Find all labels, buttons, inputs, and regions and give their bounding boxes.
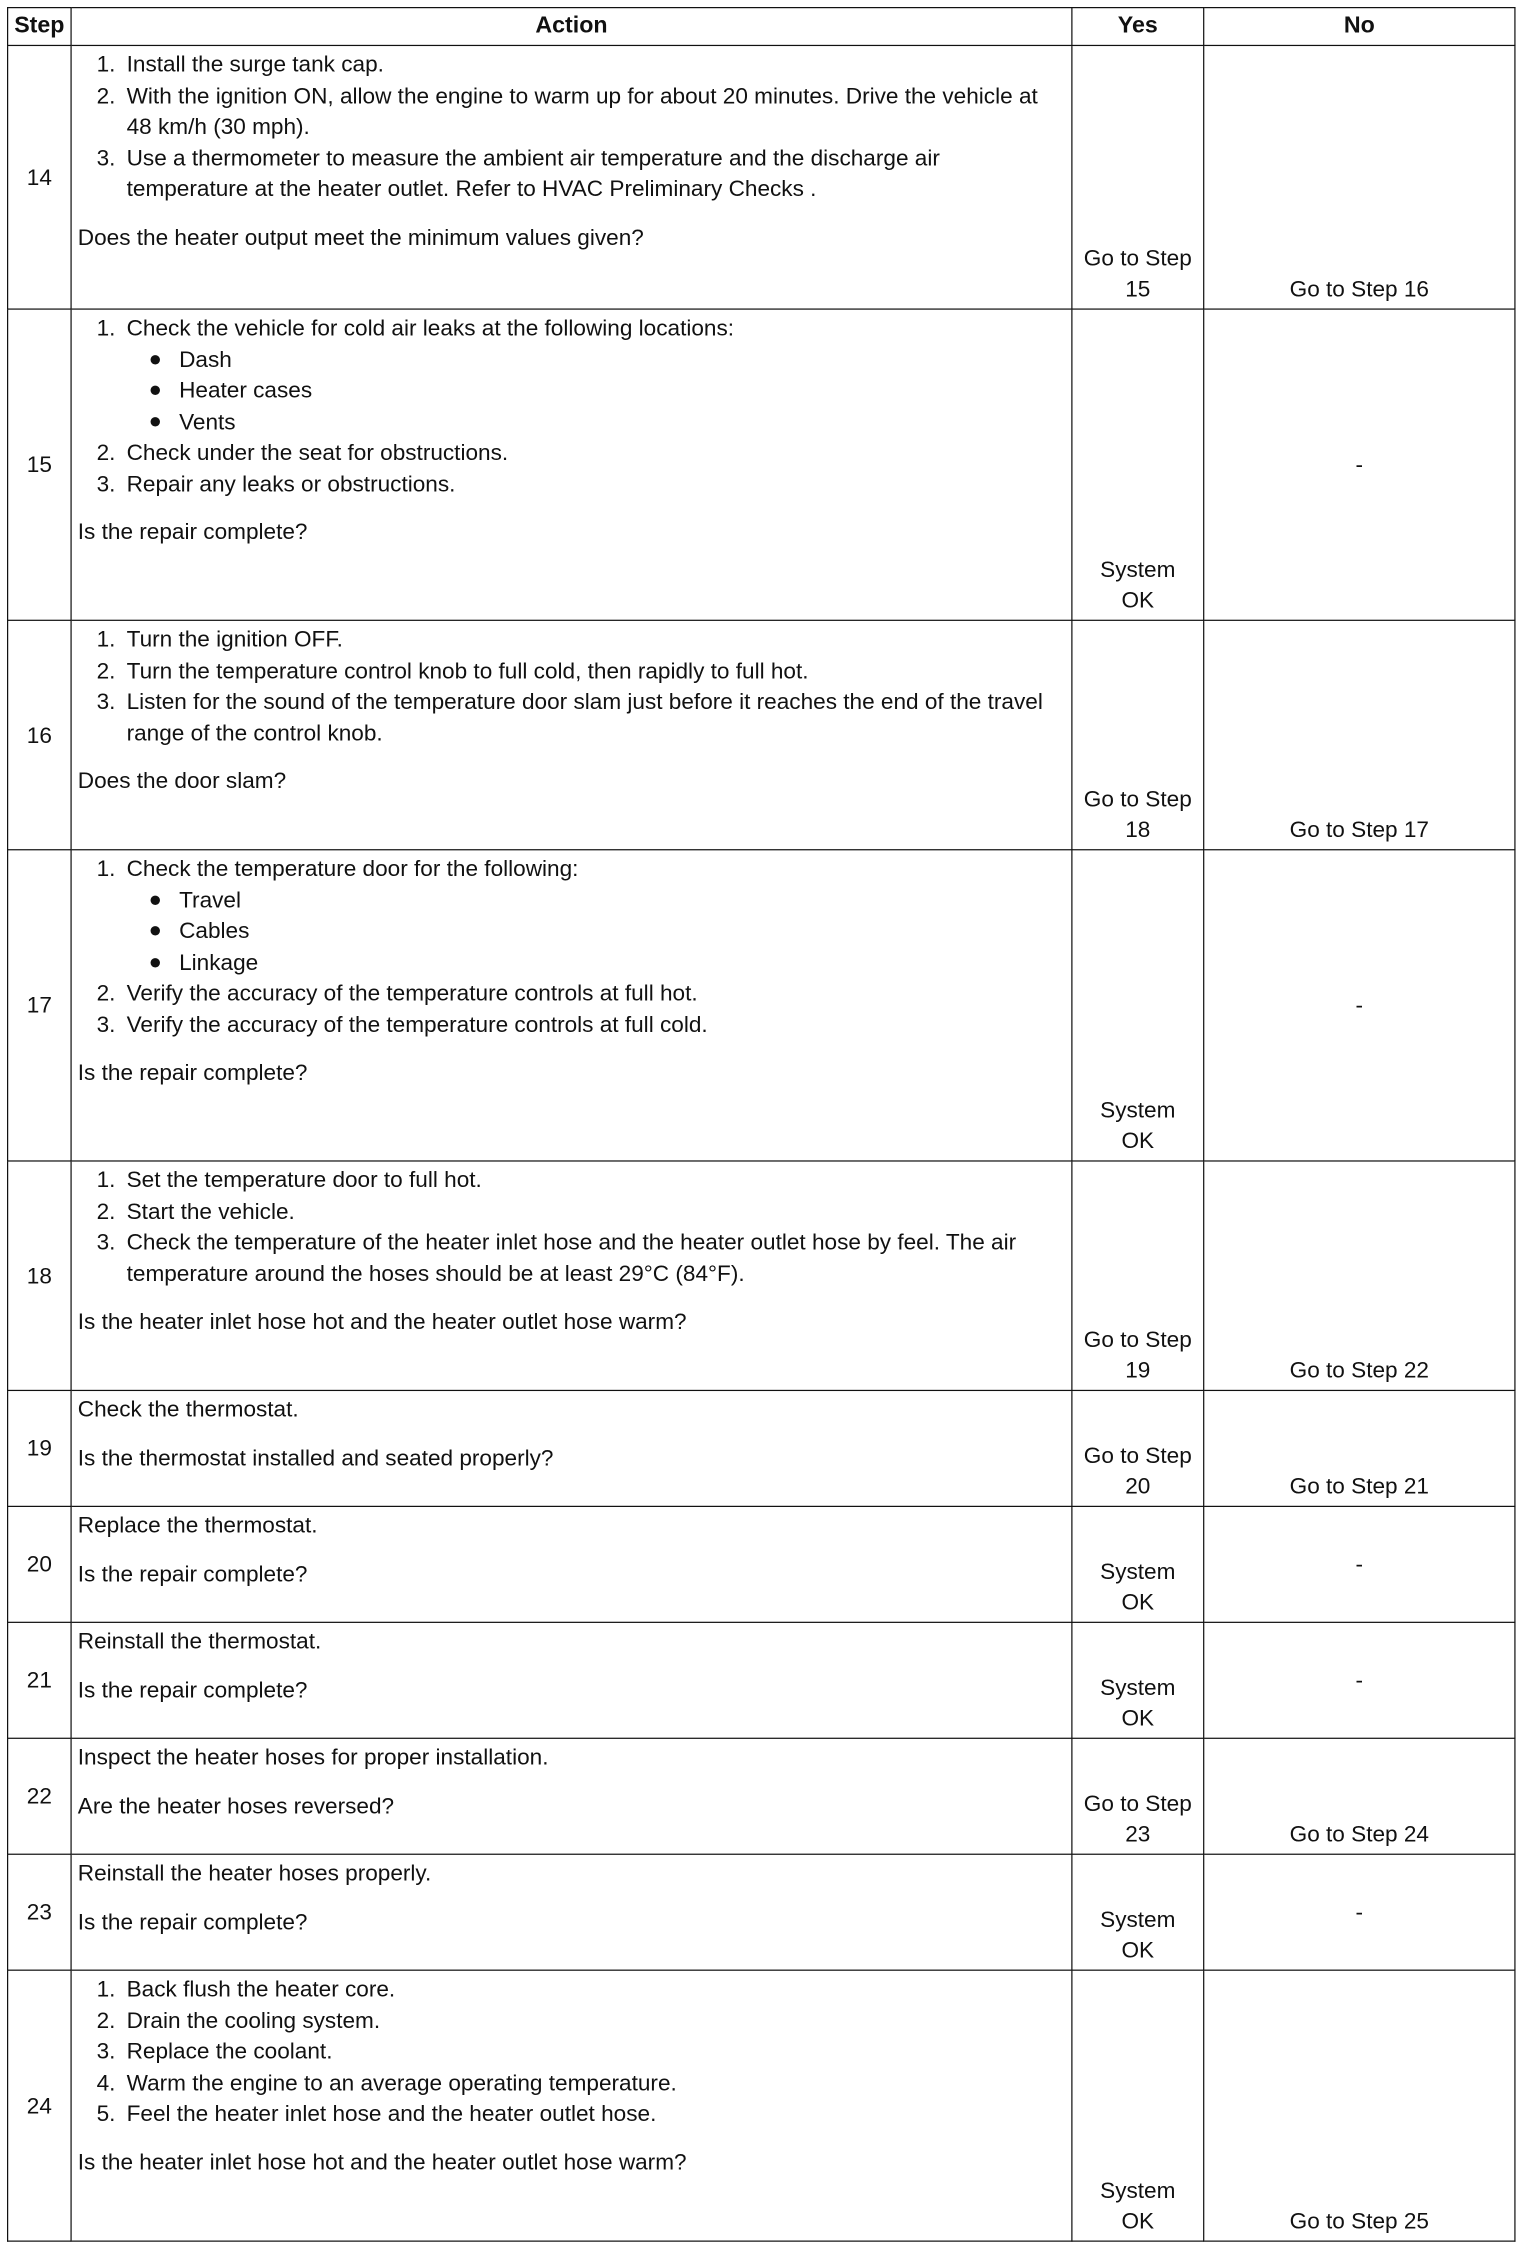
action-step bbox=[122, 312, 1064, 437]
header-step: Step bbox=[8, 8, 71, 46]
yes-result-line: OK bbox=[1121, 1589, 1155, 1615]
action-step-text: With the ignition ON, allow the engine to warm up for about 20 minutes. Drive the vehicle at 48 km/h (30 mph). bbox=[126, 82, 1038, 139]
action-text: Inspect the heater hoses for proper installation. bbox=[77, 1743, 549, 1770]
step-number: 20 bbox=[8, 1506, 71, 1622]
action-cell bbox=[71, 850, 1072, 1161]
yes-result-line: System bbox=[1100, 2177, 1176, 2203]
step-number: 14 bbox=[8, 45, 71, 309]
table-row bbox=[8, 1622, 1515, 1738]
action-step-text: Verify the accuracy of the temperature controls at full hot. bbox=[126, 979, 698, 1006]
yes-cell bbox=[1072, 1738, 1204, 1854]
action-steps-list bbox=[78, 48, 1064, 204]
action-step-text: Check the temperature of the heater inlet hose and the heater outlet hose by feel. The air temperature around the hoses should be at least 29°C (84°F). bbox=[126, 1228, 1017, 1286]
table-row bbox=[8, 45, 1515, 309]
action-step-text: Check the temperature door for the following: bbox=[126, 855, 579, 881]
action-cell bbox=[71, 1854, 1072, 1970]
action-step bbox=[122, 853, 1064, 978]
action-step-text: Check under the seat for obstructions. bbox=[126, 439, 509, 465]
action-step-text: Verify the accuracy of the temperature controls at full cold. bbox=[126, 1010, 708, 1037]
action-step bbox=[122, 1226, 1064, 1288]
yes-cell bbox=[1072, 620, 1204, 849]
action-step-text: Check the vehicle for cold air leaks at the following locations: bbox=[126, 314, 735, 341]
action-step-text: Turn the ignition OFF. bbox=[126, 625, 343, 652]
action-step bbox=[122, 80, 1064, 142]
no-cell: Go to Step 21 bbox=[1204, 1390, 1515, 1506]
action-step bbox=[122, 1009, 1064, 1040]
action-step bbox=[122, 468, 1064, 499]
action-step-text: Back flush the heater core. bbox=[126, 1975, 396, 2002]
action-step bbox=[122, 623, 1064, 654]
table-row bbox=[8, 850, 1515, 1161]
bullet-item: ● Vents bbox=[179, 406, 1064, 437]
table-row bbox=[8, 1390, 1515, 1506]
action-question: Is the repair complete? bbox=[77, 1907, 308, 1934]
action-cell bbox=[71, 1161, 1072, 1390]
action-steps-list bbox=[78, 1973, 1064, 2129]
yes-cell bbox=[1072, 309, 1204, 620]
action-step bbox=[122, 2036, 1064, 2067]
action-cell bbox=[71, 1390, 1072, 1506]
bullet-item: ● Travel bbox=[179, 884, 1064, 915]
action-step bbox=[122, 2098, 1064, 2129]
no-cell: - bbox=[1204, 1622, 1515, 1738]
action-question: Is the repair complete? bbox=[77, 1059, 308, 1085]
diagnostic-table bbox=[7, 7, 1516, 2242]
action-cell bbox=[71, 1622, 1072, 1738]
action-step bbox=[122, 2004, 1064, 2035]
action-step-text: Listen for the sound of the temperature door slam just before it reaches the end of the travel range of the control knob. bbox=[126, 688, 1043, 745]
action-question: Does the heater output meet the minimum values given? bbox=[77, 223, 644, 250]
no-cell: - bbox=[1204, 1506, 1515, 1622]
action-step-text: Use a thermometer to measure the ambient air temperature and the discharge air temperature at the heater outlet. Refer to HVAC Preliminary Checks . bbox=[126, 144, 940, 202]
table-row bbox=[8, 620, 1515, 849]
no-cell: Go to Step 25 bbox=[1204, 1970, 1515, 2241]
yes-result-line: System bbox=[1100, 1096, 1176, 1123]
action-steps-list bbox=[78, 1164, 1064, 1289]
yes-result-line: Go to Step bbox=[1083, 1790, 1192, 1816]
step-number: 21 bbox=[8, 1622, 71, 1738]
action-step-text: Set the temperature door to full hot. bbox=[126, 1166, 482, 1193]
yes-result-line: 15 bbox=[1125, 276, 1151, 302]
table-row bbox=[8, 1738, 1515, 1854]
yes-cell bbox=[1072, 45, 1204, 309]
yes-result-line: System bbox=[1100, 1674, 1176, 1700]
table-row bbox=[8, 309, 1515, 620]
diagnostic-table-container bbox=[7, 7, 1520, 2242]
yes-result-line: Go to Step bbox=[1083, 244, 1192, 271]
action-text: Reinstall the thermostat. bbox=[77, 1627, 322, 1654]
no-cell: Go to Step 24 bbox=[1204, 1738, 1515, 1854]
table-row bbox=[8, 1854, 1515, 1970]
action-step bbox=[122, 1164, 1064, 1195]
bullet-list bbox=[127, 884, 1064, 977]
action-step-text: Warm the engine to an average operating temperature. bbox=[126, 2069, 677, 2095]
action-cell bbox=[71, 620, 1072, 849]
action-question: Is the heater inlet hose hot and the heater outlet hose warm? bbox=[77, 1308, 687, 1334]
action-step-text: Turn the temperature control knob to full cold, then rapidly to full hot. bbox=[126, 656, 809, 683]
action-cell bbox=[71, 309, 1072, 620]
action-question: Is the thermostat installed and seated properly? bbox=[77, 1444, 554, 1470]
yes-result-line: Go to Step bbox=[1083, 1326, 1192, 1352]
no-cell: - bbox=[1204, 850, 1515, 1161]
yes-result-line: Go to Step bbox=[1083, 1442, 1192, 1468]
action-step bbox=[122, 437, 1064, 468]
action-steps-list bbox=[78, 312, 1064, 499]
header-no: No bbox=[1204, 8, 1515, 46]
no-cell: Go to Step 16 bbox=[1204, 45, 1515, 309]
header-row bbox=[8, 8, 1515, 46]
bullet-item: ● Heater cases bbox=[179, 374, 1064, 405]
yes-result-line: OK bbox=[1121, 587, 1155, 613]
action-step-text: Start the vehicle. bbox=[126, 1197, 295, 1224]
action-text: Replace the thermostat. bbox=[77, 1511, 318, 1538]
no-cell: - bbox=[1204, 1854, 1515, 1970]
action-cell bbox=[71, 1738, 1072, 1854]
action-step bbox=[122, 1973, 1064, 2004]
table-row bbox=[8, 1970, 1515, 2241]
action-step-text: Replace the coolant. bbox=[126, 2037, 333, 2064]
action-step bbox=[122, 686, 1064, 748]
yes-result-line: System bbox=[1100, 556, 1176, 582]
yes-result-line: System bbox=[1100, 1558, 1176, 1584]
action-step-text: Feel the heater inlet hose and the heater outlet hose. bbox=[126, 2100, 657, 2126]
step-number: 24 bbox=[8, 1970, 71, 2241]
yes-result-line: OK bbox=[1121, 2208, 1155, 2234]
yes-cell bbox=[1072, 1161, 1204, 1390]
action-cell bbox=[71, 1970, 1072, 2241]
yes-cell bbox=[1072, 1970, 1204, 2241]
action-steps-list bbox=[78, 623, 1064, 748]
yes-result-line: System bbox=[1100, 1906, 1176, 1932]
yes-result-line: OK bbox=[1121, 1937, 1155, 1963]
action-step bbox=[122, 1195, 1064, 1226]
action-text: Check the thermostat. bbox=[77, 1395, 299, 1422]
step-number: 22 bbox=[8, 1738, 71, 1854]
no-cell: Go to Step 17 bbox=[1204, 620, 1515, 849]
no-cell: - bbox=[1204, 309, 1515, 620]
action-step bbox=[122, 2067, 1064, 2098]
yes-result-line: 19 bbox=[1125, 1357, 1151, 1384]
yes-result-line: 23 bbox=[1125, 1821, 1151, 1847]
action-text: Reinstall the heater hoses properly. bbox=[77, 1859, 432, 1886]
yes-result-line: 20 bbox=[1125, 1473, 1151, 1500]
yes-result-line: 18 bbox=[1125, 816, 1151, 843]
yes-cell bbox=[1072, 1854, 1204, 1970]
action-step bbox=[122, 142, 1064, 204]
bullet-item: ● Linkage bbox=[179, 946, 1064, 977]
header-yes: Yes bbox=[1072, 8, 1204, 46]
bullet-item: ● Cables bbox=[179, 915, 1064, 946]
action-step bbox=[122, 654, 1064, 685]
step-number: 19 bbox=[8, 1390, 71, 1506]
step-number: 18 bbox=[8, 1161, 71, 1390]
action-question: Is the repair complete? bbox=[77, 518, 308, 545]
step-number: 17 bbox=[8, 850, 71, 1161]
step-number: 23 bbox=[8, 1854, 71, 1970]
table-row bbox=[8, 1506, 1515, 1622]
yes-cell bbox=[1072, 850, 1204, 1161]
action-question: Is the heater inlet hose hot and the heater outlet hose warm? bbox=[77, 2148, 687, 2175]
action-step-text: Drain the cooling system. bbox=[126, 2006, 381, 2033]
action-step-text: Install the surge tank cap. bbox=[126, 50, 384, 77]
yes-cell bbox=[1072, 1622, 1204, 1738]
yes-result-line: Go to Step bbox=[1083, 785, 1192, 812]
yes-result-line: OK bbox=[1121, 1128, 1155, 1154]
no-cell: Go to Step 22 bbox=[1204, 1161, 1515, 1390]
step-number: 16 bbox=[8, 620, 71, 849]
action-cell bbox=[71, 1506, 1072, 1622]
action-step bbox=[122, 48, 1064, 79]
action-question: Is the repair complete? bbox=[77, 1676, 308, 1702]
yes-cell bbox=[1072, 1390, 1204, 1506]
bullet-item: ● Dash bbox=[179, 343, 1064, 374]
action-cell bbox=[71, 45, 1072, 309]
action-question: Is the repair complete? bbox=[77, 1560, 308, 1586]
action-question: Are the heater hoses reversed? bbox=[77, 1792, 395, 1818]
action-steps-list bbox=[78, 853, 1064, 1040]
bullet-list bbox=[127, 343, 1064, 436]
yes-cell bbox=[1072, 1506, 1204, 1622]
table-row bbox=[8, 1161, 1515, 1390]
table-body bbox=[8, 45, 1515, 2241]
yes-result-line: OK bbox=[1121, 1705, 1155, 1731]
step-number: 15 bbox=[8, 309, 71, 620]
action-question: Does the door slam? bbox=[77, 767, 287, 794]
header-action: Action bbox=[71, 8, 1072, 46]
action-step-text: Repair any leaks or obstructions. bbox=[126, 470, 456, 496]
action-step bbox=[122, 977, 1064, 1008]
